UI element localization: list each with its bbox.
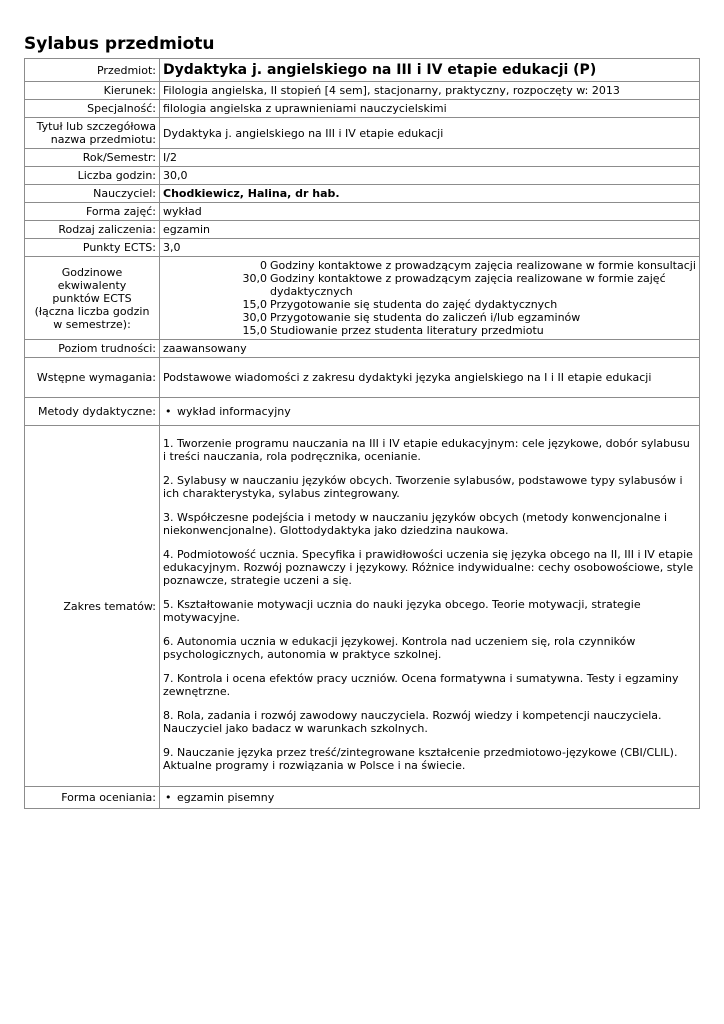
row-forma-zajec [25,203,700,221]
label-metody: Metody dydaktyczne: [25,398,160,426]
label-wymagania: Wstępne wymagania: [25,358,160,398]
value-godzinowe [160,257,700,340]
value-tytul: Dydaktyka j. angielskiego na III i IV etapie edukacji [160,118,700,149]
value-specjalnosc: filologia angielska z uprawnieniami nauczycielskimi [160,100,700,118]
value-forma-zajec: wykład [160,203,700,221]
hours-description: Godziny kontaktowe z prowadzącym zajęcia realizowane w formie konsultacji [270,259,696,272]
label-forma-oceniania: Forma oceniania: [25,787,160,809]
hours-description: Przygotowanie się studenta do zaliczeń i/lub egzaminów [270,311,581,324]
hours-item [163,324,696,337]
row-metody [25,398,700,426]
list-item [163,791,696,804]
topic-item: 6. Autonomia ucznia w edukacji językowej. Kontrola nad uczeniem się, rola czynników psychologicznych, autonomia w praktyce szkolnej. [163,635,636,661]
label-kierunek: Kierunek: [25,82,160,100]
label-rok: Rok/Semestr: [25,149,160,167]
label-godzinowe: Godzinowe ekwiwalenty punktów ECTS (łączna liczba godzin w semestrze): [25,257,160,340]
label-nauczyciel: Nauczyciel: [25,185,160,203]
list-item [163,405,696,418]
row-wymagania [25,358,700,398]
label-godziny: Liczba godzin: [25,167,160,185]
page-title: Sylabus przedmiotu [24,34,215,54]
label-poziom: Poziom trudności: [25,340,160,358]
bullet-icon: • [165,405,172,418]
row-tytul [25,118,700,149]
value-przedmiot: Dydaktyka j. angielskiego na III i IV etapie edukacji (P) [160,59,700,82]
topic-item: 2. Sylabusy w nauczaniu języków obcych. Tworzenie sylabusów, podstawowe typy sylabusów i ich charakterystyka, sylabus zintegrowany. [163,474,683,500]
label-specjalnosc: Specjalność: [25,100,160,118]
row-nauczyciel [25,185,700,203]
value-ects: 3,0 [160,239,700,257]
row-rok [25,149,700,167]
topic-item: 9. Nauczanie języka przez treść/zintegrowane kształcenie przedmiotowo-językowe (CBI/CLIL). Aktualne programy i rozwiązania w Polsce i na świecie. [163,746,678,772]
label-rodzaj-zaliczenia: Rodzaj zaliczenia: [25,221,160,239]
row-rodzaj-zaliczenia [25,221,700,239]
row-forma-oceniania [25,787,700,809]
value-metody [160,398,700,426]
label-forma-zajec: Forma zajęć: [25,203,160,221]
method-text: wykład informacyjny [177,405,291,418]
label-ects: Punkty ECTS: [25,239,160,257]
bullet-icon: • [165,791,172,804]
value-forma-oceniania [160,787,700,809]
hours-value: 30,0 [242,311,267,324]
row-przedmiot [25,59,700,82]
value-poziom: zaawansowany [160,340,700,358]
row-specjalnosc [25,100,700,118]
hours-value: 30,0 [242,272,267,285]
value-wymagania: Podstawowe wiadomości z zakresu dydaktyki języka angielskiego na I i II etapie edukacji [160,358,700,398]
label-zakres: Zakres tematów: [25,426,160,787]
assessment-text: egzamin pisemny [177,791,275,804]
hours-description: Przygotowanie się studenta do zajęć dydaktycznych [270,298,558,311]
topic-item: 7. Kontrola i ocena efektów pracy uczniów. Ocena formatywna i sumatywna. Testy i egzaminy zewnętrzne. [163,672,679,698]
row-kierunek [25,82,700,100]
label-przedmiot: Przedmiot: [25,59,160,82]
topic-item: 8. Rola, zadania i rozwój zawodowy nauczyciela. Rozwój wiedzy i kompetencji nauczyciela. Nauczyciel jako badacz w warunkach szkolnych. [163,709,662,735]
topic-item: 4. Podmiotowość ucznia. Specyfika i prawidłowości uczenia się języka obcego na II, III i IV etapie edukacyjnym. Rozwój poznawczy i językowy. Różnice indywidualne: cechy osobowościowe, style poznawcze, strategie uczeni a się. [163,548,694,587]
value-rodzaj-zaliczenia: egzamin [160,221,700,239]
value-kierunek: Filologia angielska, II stopień [4 sem], stacjonarny, praktyczny, rozpoczęty w: 2013 [160,82,700,100]
hours-item [163,311,696,324]
row-godzinowe [25,257,700,340]
topic-item: 3. Współczesne podejścia i metody w nauczaniu języków obcych (metody konwencjonalne i niekonwencjonalne). Glottodydaktyka jako dziedzina naukowa. [163,511,668,537]
topic-item: 1. Tworzenie programu nauczania na III i IV etapie edukacyjnym: cele językowe, dobór sylabusu i treści nauczania, rola podręcznika, ocenianie. [163,437,690,463]
hours-description: Studiowanie przez studenta literatury przedmiotu [270,324,544,337]
hours-description: Godziny kontaktowe z prowadzącym zajęcia realizowane w formie zajęć dydaktycznych [270,272,666,298]
topic-item: 5. Kształtowanie motywacji ucznia do nauki języka obcego. Teorie motywacji, strategie motywacyjne. [163,598,641,624]
value-zakres [160,426,700,787]
row-godziny [25,167,700,185]
hours-value: 0 [260,259,267,272]
value-nauczyciel: Chodkiewicz, Halina, dr hab. [160,185,700,203]
hours-item [163,298,696,311]
label-tytul: Tytuł lub szczegółowa nazwa przedmiotu: [25,118,160,149]
value-godziny: 30,0 [160,167,700,185]
hours-item [163,272,696,298]
hours-value: 15,0 [242,324,267,337]
hours-item [163,259,696,272]
row-ects [25,239,700,257]
value-rok: I/2 [160,149,700,167]
row-poziom [25,340,700,358]
syllabus-table [24,58,700,809]
hours-value: 15,0 [242,298,267,311]
row-zakres [25,426,700,787]
